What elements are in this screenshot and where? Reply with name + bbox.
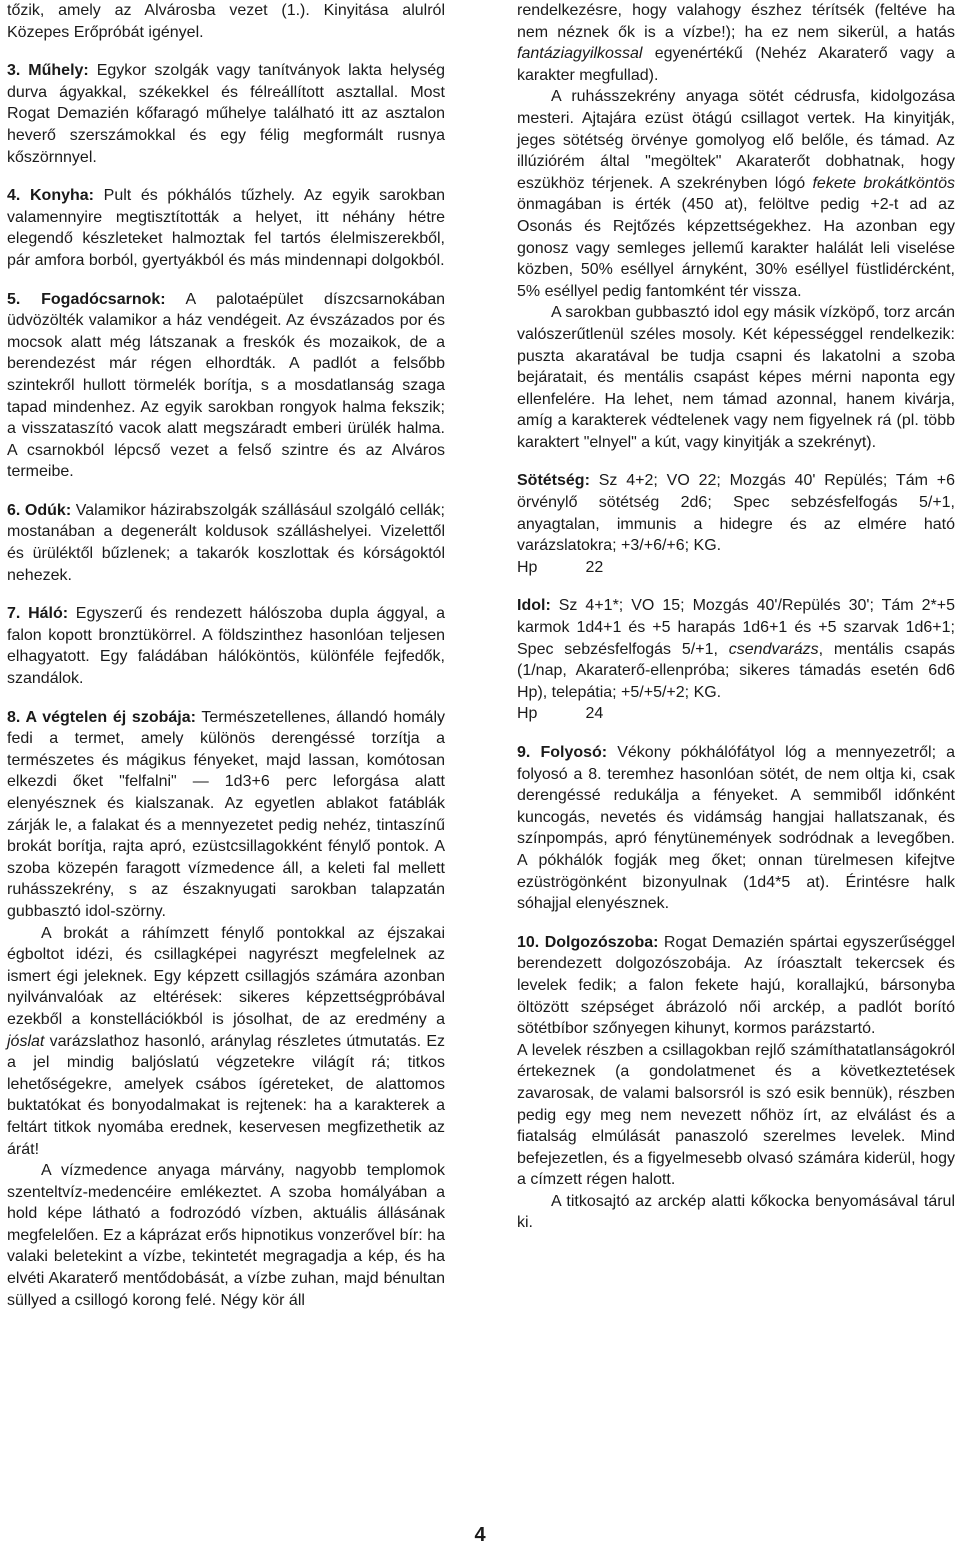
room-9-number: 9. [517, 744, 531, 761]
room-3-text: Egykor szolgák vagy tanítványok lakta helység durva ágyakkal, székekkel és félreállított asztallal. Most Rogat Demazién kőfaragó műhelye található itt az asztalon heverő szerszámokkal és egy félig megformált rusnya kőszörnnyel. [7, 62, 445, 166]
room-4-title: Konyha: [30, 187, 94, 205]
basin-paragraph: A vízmedence anyaga márvány, nagyobb templomok szenteltvíz-medencéire emlékeztet. A szoba homályában a hold képe látható a fodrozódó vízben, aktuális állásának megfelelően. Ez a káprázat erős hipnotikus vonzerővel bír: ha valaki beletekint a vízbe, tekintetét megragadja a kép, és ha elvéti Akaraterő mentődobását, a vízbe zuhan, majd bénultan süllyed a csillogó korong felé. Négy kör áll [7, 1162, 445, 1309]
room-4-paragraph [7, 185, 445, 271]
intro-paragraph: tőzik, amely az Alvárosba vezet (1.). Kinyitása alulról Közepes Erőpróbát igényel. [7, 2, 445, 41]
brocade-paragraph: A brokát a ráhímzett fénylő pontokkal az éjszakai égboltot idézi, és csillagképei nagyrészt megfelelnek az ismert égi jeleknek. Egy képzett csillagjós számára azonban nyilvánvalóak az eltérések: sikeres képzettségpróbával ezekből a konstellációkból is jósolhat, de az eredmény a jóslat varázslathoz hasonló, aránylag részletes útmutatás. Ez a jel mindig baljóslatú végzetekre világít rá; titkos lehetőségekre, amelyek csábos ígéreteket, de alattomos buktatókat és bonyodalmakat is rejtenek: ha a karakterek a feltárt titkok nyomába erednek, keservesen megfizethetik az árát! [7, 924, 445, 1158]
room-5-paragraph [7, 289, 445, 483]
idol-paragraph: A sarokban gubbasztó idol egy másik vízköpő, torz arcán valószerűtlenül széles mosoly. Két képességgel rendelkezik: puszta akaratával be tudja csapni és lakatolni a szoba bejáratait, és mentális csapást képes mérni naponta egy ellenfelére. Ha lehet, nem támad azonnal, hanem kivárja, amíg a karakterek védtelenek vagy nem figyelnek rá (pl. több karaktert "elnyel" a kút, vagy kinyitják a szekrényt). [517, 304, 955, 451]
room-10-text: Rogat Demazién spártai egyszerűséggel berendezett dolgozószobája. Az íróasztalt tekercsek és levelek fedik; a falon fekete hajú, korallajkú, bársonyba öltözött szépséget ábrázoló női arckép, a padlót borító sötétbíbor szőnyegen kihunyt, kormos parázstartó. [517, 933, 955, 1038]
room-7-paragraph [7, 603, 445, 689]
darkness-hp: Hp 22 [517, 558, 604, 576]
room-4-number: 4. [7, 187, 21, 205]
room-9-title: Folyosó: [540, 744, 608, 761]
black-robe-emphasis: fekete brokátköntös [812, 174, 956, 192]
room-3-paragraph [7, 60, 445, 168]
fantasy-killer-emphasis: fantáziagyilkossal [517, 45, 643, 63]
right-column [517, 0, 955, 1234]
room-5-number: 5. [7, 290, 21, 308]
room-9-paragraph [517, 742, 955, 915]
darkness-stats: Sz 4+2; VO 22; Mozgás 40' Repülés; Tám +6 örvénylő sötétség 2d6; Spec sebzésfelfogás 5/+1, anyagtalan, immunis a hidegre és az elmére ható varázslatokra; +3/+6/+6; KG. [517, 472, 955, 555]
silence-spell-emphasis: csendvarázs [728, 640, 819, 658]
room-8-text: Természetellenes, állandó homály fedi a termet, amely különös derengéssé torzítja a természetes és mágikus fényeket, majd lassan, komótosan elkezdi őket "felfalni" — 1d3+6 perc leforgása alatt elenyésznek és kialszanak. Az egyetlen ablakot fatáblák zárják le, a falakat és a mennyezetet pedig nehéz, tintaszínű brokát borítja, rajta apró, ezüstcsillagokként fénylő pontok. A szoba közepén faragott vízmedence áll, a keleti fal mellett ruhásszekrény, s az északnyugati sarokban talapzatán gubbasztó idol-szörny. [7, 708, 446, 920]
room-10-title: Dolgozószoba: [544, 933, 659, 951]
room-10-number: 10. [517, 933, 540, 951]
room-8-paragraph [7, 707, 445, 923]
basin-continued-paragraph: rendelkezésre, hogy valahogy észhez térítsék (feltéve ha nem néznek ők is a vízbe!); ha ez nem sikerül, a hatás fantáziagyilkossal egyenértékű (Nehéz Akaraterő vagy a karakter megfullad). [517, 2, 955, 84]
darkness-statblock [517, 470, 955, 556]
room-6-text: Valamikor házirabszolgák szállásául szolgáló cellák; mostanában a degenerált koldusok szálláshelyei. Vizelettől és ürüléktől bűzlenek; a takarók koszlottak és kórságoktól nehezek. [7, 501, 445, 584]
room-8-title: A végtelen éj szobája: [25, 708, 196, 726]
room-6-title: Odúk: [24, 501, 72, 519]
idol-name: Idol: [517, 597, 551, 615]
room-10-paragraph [517, 932, 955, 1040]
left-column [7, 0, 445, 1311]
wardrobe-paragraph: A ruhásszekrény anyaga sötét cédrusfa, kidolgozása mesteri. Ajtajára ezüst ötágú csillagot vertek. Ha kinyitják, jeges sötétség örvénye gomolyog elő belőle, és támad. Az illúziórém által "megöltek" Akaraterőt dobhatnak, hogy eszükhöz térjenek. A szekrényben lógó fekete brokátköntös önmagában is érték (450 at), felöltve pedig +2-t ad az Osonás és Rejtőzés képzettségekhez. Ha azonban egy gonosz vagy semleges jellemű karakter halálát leli viselése közben, 50% eséllyel árnyként, 30% eséllyel füstlidércként, 5% eséllyel pedig fantomként tér vissza. [517, 88, 956, 300]
room-5-title: Fogadócsarnok: [41, 290, 166, 308]
darkness-name: Sötétség: [517, 472, 590, 490]
room-7-text: Egyszerű és rendezett hálószoba dupla ággyal, a falon kopott bronztükörrel. A földszinthez hasonlóan teljesen elhagyatott. Egy faládában hálóköntös, különféle fejfedők, szandálok. [7, 605, 445, 688]
room-6-paragraph [7, 500, 445, 586]
room-7-number: 7. [7, 605, 21, 623]
secret-door-paragraph: A titkosajtó az arckép alatti kőkocka benyomásával tárul ki. [517, 1192, 955, 1232]
room-4-text: Pult és pókhálós tűzhely. Az egyik sarokban valamennyire megtisztították a helyet, itt néhány hétre elegendő készleteket halmoztak fel tartós élelmiszerekből, pár amfora borból, gyertyákból és más mindennapi dolgokból. [7, 187, 445, 269]
room-7-title: Háló: [28, 605, 69, 623]
room-8-number: 8. [7, 708, 21, 726]
idol-statblock: Idol: Sz 4+1*; VO 15; Mozgás 40'/Repülés 30'; Tám 2*+5 karmok 1d4+1 és +5 harapás 1d6+1 és +5 szarvak 1d6+1; Spec sebzésfelfogás 5/+1, csendvarázs, mentális csapás (1/nap, Akaraterő-ellenpróba; sikeres támadás esetén 6d6 Hp), telepátia; +5/+5/+2; KG. [517, 597, 955, 701]
jóslat-emphasis: jóslat [7, 1032, 45, 1050]
letters-paragraph: A levelek részben a csillagokban rejlő számíthatatlanságokról értekeznek (a gondolatmenet és a következtetések zavarosak, de valami balsorsról is szó esik bennük), részben pedig egy meg nem nevezett nőhöz írt, az elválást és a fiatalság elmúlását panaszoló szerelmes levelek. Mind befejezetlen, és a figyelmesebb olvasó számára kiderül, hogy a címzett régen halott. [517, 1041, 955, 1189]
page-number: 4 [474, 1524, 486, 1546]
room-9-text: Vékony pókhálófátyol lóg a mennyezetről; a folyosó a 8. teremhez hasonlóan sötét, de nem oltja ki, csak derengéssé redukálja a fényeket. A semmiből időnként kuncogás, nevetés és vidámság hangjai hallatszanak, és színpompás, apró fénytünemények sodródnak a levegőben. A pókhálók fogják meg őket; onnan türelmesen kifejtve ezüströgönként bizonyulnak (1d4*5 at). Érintésre halk sóhajjal elenyésznek. [517, 744, 956, 913]
room-5-text: A palotaépület díszcsarnokában üdvözölték valamikor a ház vendégeit. Az évszázados por és mocsok alatt még látszanak a freskók és mozaikok, de a berendezést már régen elhordták. A padlót a felsőbb szintekről hullott törmelék borítja, s a mosdatlanság szaga tapad mindenhez. Az egyik sarokban rongyok halma fekszik; a visszataszító vacok alatt megszáradt emberi ürülék halma. A csarnokból lépcső vezet a felső szintre és az Alváros termeibe. [7, 290, 445, 481]
room-3-title: Műhely: [28, 62, 89, 80]
idol-hp: Hp 24 [517, 705, 604, 723]
room-3-number: 3. [7, 62, 21, 80]
room-6-number: 6. [7, 501, 21, 519]
